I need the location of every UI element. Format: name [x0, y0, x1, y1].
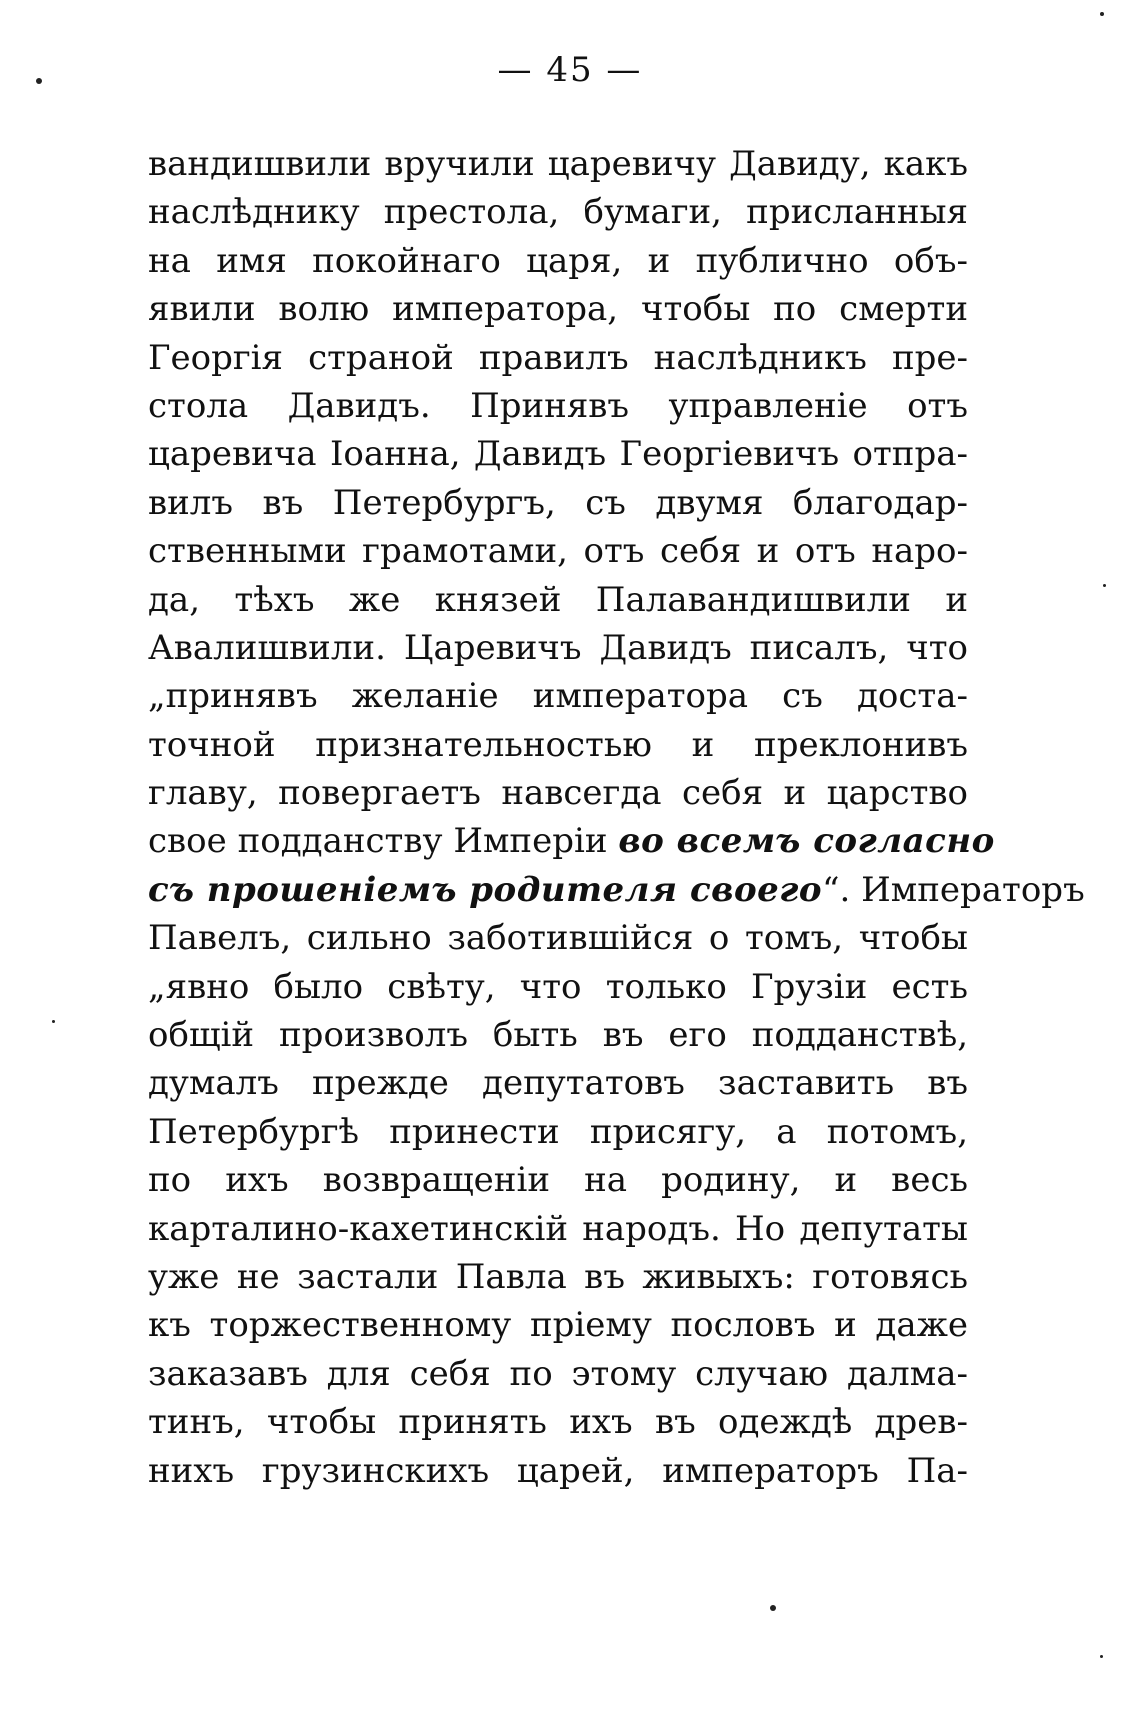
scan-speck [1100, 1655, 1103, 1658]
body-text [148, 140, 1085, 1495]
text-line: точной признательностью и преклонивъ [148, 724, 968, 765]
text-line: вандишвили вручили царевичу Давиду, какъ [148, 144, 968, 184]
text-line: уже не застали Павла въ живыхъ: готовясь [148, 1256, 968, 1297]
text-line: „принявъ желаніе императора съ доста- [148, 676, 968, 717]
text-line: Авалишвили. Царевичъ Давидъ писалъ, что [148, 627, 968, 668]
text-line: думалъ прежде депутатовъ заставить въ [148, 1063, 968, 1104]
text-line: Георгія страной правилъ наслѣдникъ пре- [148, 337, 968, 378]
scan-speck [52, 1020, 55, 1023]
scan-speck [770, 1605, 776, 1611]
text-line: заказавъ для себя по этому случаю далма- [148, 1353, 968, 1394]
text-line-italic: съ прошеніемъ родителя своего [148, 869, 823, 910]
text-line [148, 817, 995, 865]
text-line: ственными грамотами, отъ себя и отъ наро- [148, 531, 968, 572]
text-line-roman: свое подданству Имперіи [148, 821, 619, 862]
text-line: наслѣднику престола, бумаги, присланныя [148, 192, 968, 233]
scan-speck [36, 78, 42, 84]
text-line: явили волю императора, чтобы по смерти [148, 289, 968, 330]
text-line-italic: во всемъ согласно [618, 821, 995, 862]
text-line: стола Давидъ. Принявъ управленіе отъ [148, 385, 968, 426]
text-line: къ торжественному пріему пословъ и даже [148, 1305, 968, 1346]
text-line: на имя покойнаго царя, и публично объ- [148, 240, 968, 281]
text-line: да, тѣхъ же князей Палавандишвили и [148, 579, 968, 620]
text-line: Павелъ, сильно заботившійся о томъ, чтобы [148, 918, 968, 959]
text-line: тинъ, чтобы принять ихъ въ одеждѣ древ- [148, 1402, 968, 1443]
text-line: главу, повергаетъ навсегда себя и царство [148, 773, 968, 814]
scan-speck [1100, 12, 1104, 16]
text-line: Петербургѣ принести присягу, а потомъ, [148, 1111, 968, 1152]
text-line-roman: “. Императоръ [822, 869, 1085, 910]
text-line: нихъ грузинскихъ царей, императоръ Па- [148, 1450, 968, 1491]
page-number: — 45 — [497, 50, 643, 90]
text-line: по ихъ возвращеніи на родину, и весь [148, 1160, 968, 1201]
scan-speck [1103, 584, 1106, 587]
text-line: „явно было свѣту, что только Грузіи есть [148, 966, 968, 1007]
text-line: общій произволъ быть въ его подданствѣ, [148, 1015, 968, 1056]
text-line: царевича Іоанна, Давидъ Георгіевичъ отпра- [148, 434, 968, 475]
text-line: вилъ въ Петербургъ, съ двумя благодар- [148, 482, 968, 523]
text-line [148, 866, 1085, 914]
text-line: карталино-кахетинскій народъ. Но депутаты [148, 1208, 968, 1249]
